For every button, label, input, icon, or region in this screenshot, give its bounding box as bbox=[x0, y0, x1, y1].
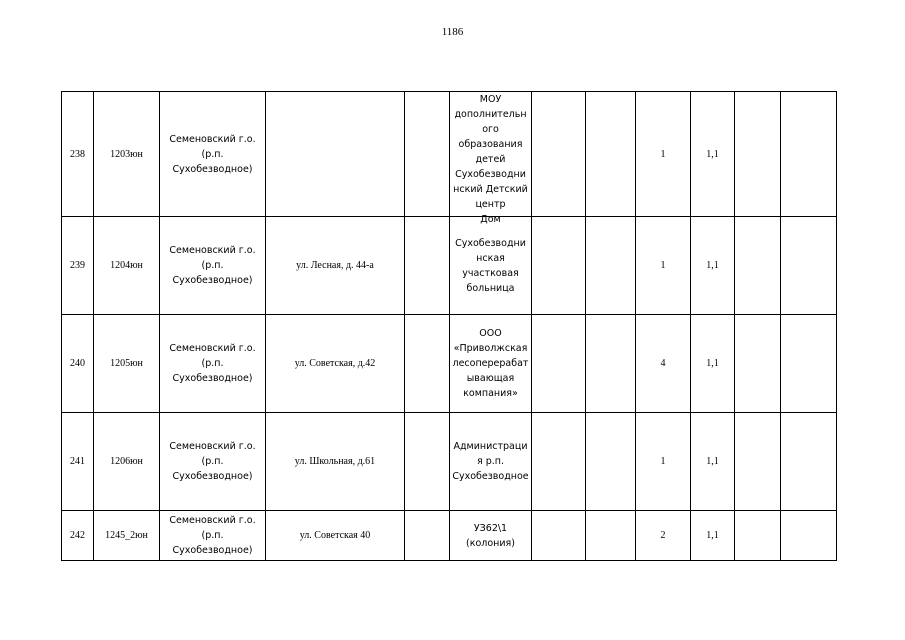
cell-address bbox=[266, 92, 405, 217]
cell-organization bbox=[450, 315, 532, 413]
cell-district bbox=[160, 511, 266, 561]
cell-code: 1206юн bbox=[94, 413, 160, 511]
cell-address: ул. Советская 40 bbox=[266, 511, 405, 561]
cell-organization-line: Сухобезводное bbox=[452, 471, 529, 482]
cell-organization-line: дополнительн bbox=[454, 109, 527, 120]
cell-count: 1 bbox=[636, 217, 691, 315]
cell-empty-d bbox=[735, 217, 781, 315]
cell-district-text bbox=[160, 243, 265, 288]
table-row bbox=[62, 511, 837, 561]
cell-organization-line: нская bbox=[476, 252, 505, 264]
cell-value: 1,1 bbox=[691, 217, 735, 315]
cell-code: 1203юн bbox=[94, 92, 160, 217]
cell-address: ул. Школьная, д.61 bbox=[266, 413, 405, 511]
cell-district-line: Сухобезводное) bbox=[172, 545, 253, 556]
cell-empty-c bbox=[586, 217, 636, 315]
cell-address: ул. Советская, д.42 bbox=[266, 315, 405, 413]
cell-empty-a bbox=[405, 92, 450, 217]
cell-empty-a bbox=[405, 511, 450, 561]
table-row bbox=[62, 315, 837, 413]
cell-row-number: 239 bbox=[62, 217, 94, 315]
cell-organization-line: центр bbox=[475, 199, 506, 210]
cell-code: 1204юн bbox=[94, 217, 160, 315]
cell-district bbox=[160, 315, 266, 413]
cell-empty-c bbox=[586, 315, 636, 413]
cell-count: 2 bbox=[636, 511, 691, 561]
cell-organization-line: участковая bbox=[462, 267, 519, 279]
cell-empty-d bbox=[735, 511, 781, 561]
cell-organization-line: «Приволжская bbox=[453, 343, 528, 354]
cell-organization-line: ывающая bbox=[466, 373, 515, 384]
cell-address: ул. Лесная, д. 44-а bbox=[266, 217, 405, 315]
cell-value: 1,1 bbox=[691, 413, 735, 511]
cell-empty-d bbox=[735, 315, 781, 413]
cell-organization-line: образования bbox=[458, 139, 523, 150]
cell-organization bbox=[450, 92, 532, 225]
cell-empty-b bbox=[532, 315, 586, 413]
cell-row-number: 242 bbox=[62, 511, 94, 561]
cell-empty-d bbox=[735, 92, 781, 217]
cell-empty-c bbox=[586, 92, 636, 217]
cell-organization-text bbox=[450, 521, 531, 551]
cell-organization-line: Дом bbox=[480, 214, 501, 225]
cell-organization-line: я р.п. bbox=[476, 456, 504, 467]
table-row bbox=[62, 413, 837, 511]
cell-district-text bbox=[160, 132, 265, 177]
cell-district-line: (р.п. bbox=[201, 260, 224, 271]
cell-empty-a bbox=[405, 217, 450, 315]
cell-empty-b bbox=[532, 92, 586, 217]
cell-district-line: Семеновский г.о. bbox=[169, 133, 256, 145]
cell-empty-c bbox=[586, 413, 636, 511]
cell-district-line: (р.п. bbox=[201, 456, 224, 467]
cell-empty-d bbox=[735, 413, 781, 511]
cell-organization-text bbox=[450, 439, 531, 484]
cell-empty-e bbox=[781, 92, 837, 217]
cell-count: 4 bbox=[636, 315, 691, 413]
cell-organization-line: нский Детский bbox=[453, 184, 528, 195]
cell-district bbox=[160, 217, 266, 315]
cell-empty-b bbox=[532, 413, 586, 511]
cell-district-line: Сухобезводное) bbox=[172, 275, 253, 286]
cell-organization-line: детей bbox=[475, 154, 506, 165]
cell-value: 1,1 bbox=[691, 315, 735, 413]
cell-district-line: Сухобезводное) bbox=[172, 163, 253, 175]
cell-organization-text bbox=[450, 326, 531, 401]
cell-empty-a bbox=[405, 315, 450, 413]
cell-organization-text bbox=[450, 236, 531, 296]
cell-organization-line: Администраци bbox=[453, 441, 528, 452]
cell-organization-line: больница bbox=[466, 282, 515, 294]
cell-district-text bbox=[160, 513, 265, 558]
cell-empty-e bbox=[781, 413, 837, 511]
cell-empty-e bbox=[781, 511, 837, 561]
cell-empty-e bbox=[781, 315, 837, 413]
cell-organization-line: Сухобезводни bbox=[455, 237, 526, 249]
cell-count: 1 bbox=[636, 413, 691, 511]
cell-district bbox=[160, 413, 266, 511]
cell-organization-line: Сухобезводни bbox=[455, 169, 526, 180]
register-table bbox=[61, 91, 837, 561]
cell-district-text bbox=[160, 439, 265, 484]
cell-organization-line: УЗ62\1 bbox=[473, 522, 508, 534]
cell-district-line: (р.п. bbox=[201, 530, 224, 541]
cell-district-line: Семеновский г.о. bbox=[169, 343, 256, 354]
cell-row-number: 240 bbox=[62, 315, 94, 413]
cell-code: 1205юн bbox=[94, 315, 160, 413]
cell-district-line: (р.п. bbox=[201, 358, 224, 369]
cell-district-line: Семеновский г.о. bbox=[169, 515, 256, 526]
cell-empty-a bbox=[405, 413, 450, 511]
cell-organization-line: МОУ bbox=[479, 94, 502, 105]
cell-organization-line: ООО bbox=[479, 328, 502, 339]
cell-count: 1 bbox=[636, 92, 691, 217]
cell-district-line: Семеновский г.о. bbox=[169, 245, 256, 256]
cell-district-line: (р.п. bbox=[201, 148, 224, 160]
cell-empty-c bbox=[586, 511, 636, 561]
table-row bbox=[62, 217, 837, 315]
page-number: 1186 bbox=[441, 26, 464, 38]
cell-organization-line: лесоперерабат bbox=[452, 358, 529, 369]
cell-organization-text bbox=[450, 92, 531, 225]
cell-row-number: 238 bbox=[62, 92, 94, 217]
cell-row-number: 241 bbox=[62, 413, 94, 511]
cell-district-text bbox=[160, 341, 265, 386]
cell-value: 1,1 bbox=[691, 511, 735, 561]
cell-empty-e bbox=[781, 217, 837, 315]
cell-district-line: Сухобезводное) bbox=[172, 471, 253, 482]
table-row bbox=[62, 92, 837, 217]
table-body bbox=[62, 92, 837, 561]
cell-organization bbox=[450, 511, 532, 561]
cell-organization bbox=[450, 413, 532, 511]
cell-value: 1,1 bbox=[691, 92, 735, 217]
cell-organization bbox=[450, 217, 532, 315]
cell-district-line: Сухобезводное) bbox=[172, 373, 253, 384]
cell-organization-line: ого bbox=[482, 124, 499, 135]
cell-empty-b bbox=[532, 217, 586, 315]
cell-empty-b bbox=[532, 511, 586, 561]
cell-code: 1245_2юн bbox=[94, 511, 160, 561]
cell-organization-line: (колония) bbox=[466, 537, 515, 549]
cell-district bbox=[160, 92, 266, 217]
cell-district-line: Семеновский г.о. bbox=[169, 441, 256, 452]
cell-organization-line: компания» bbox=[463, 388, 518, 399]
